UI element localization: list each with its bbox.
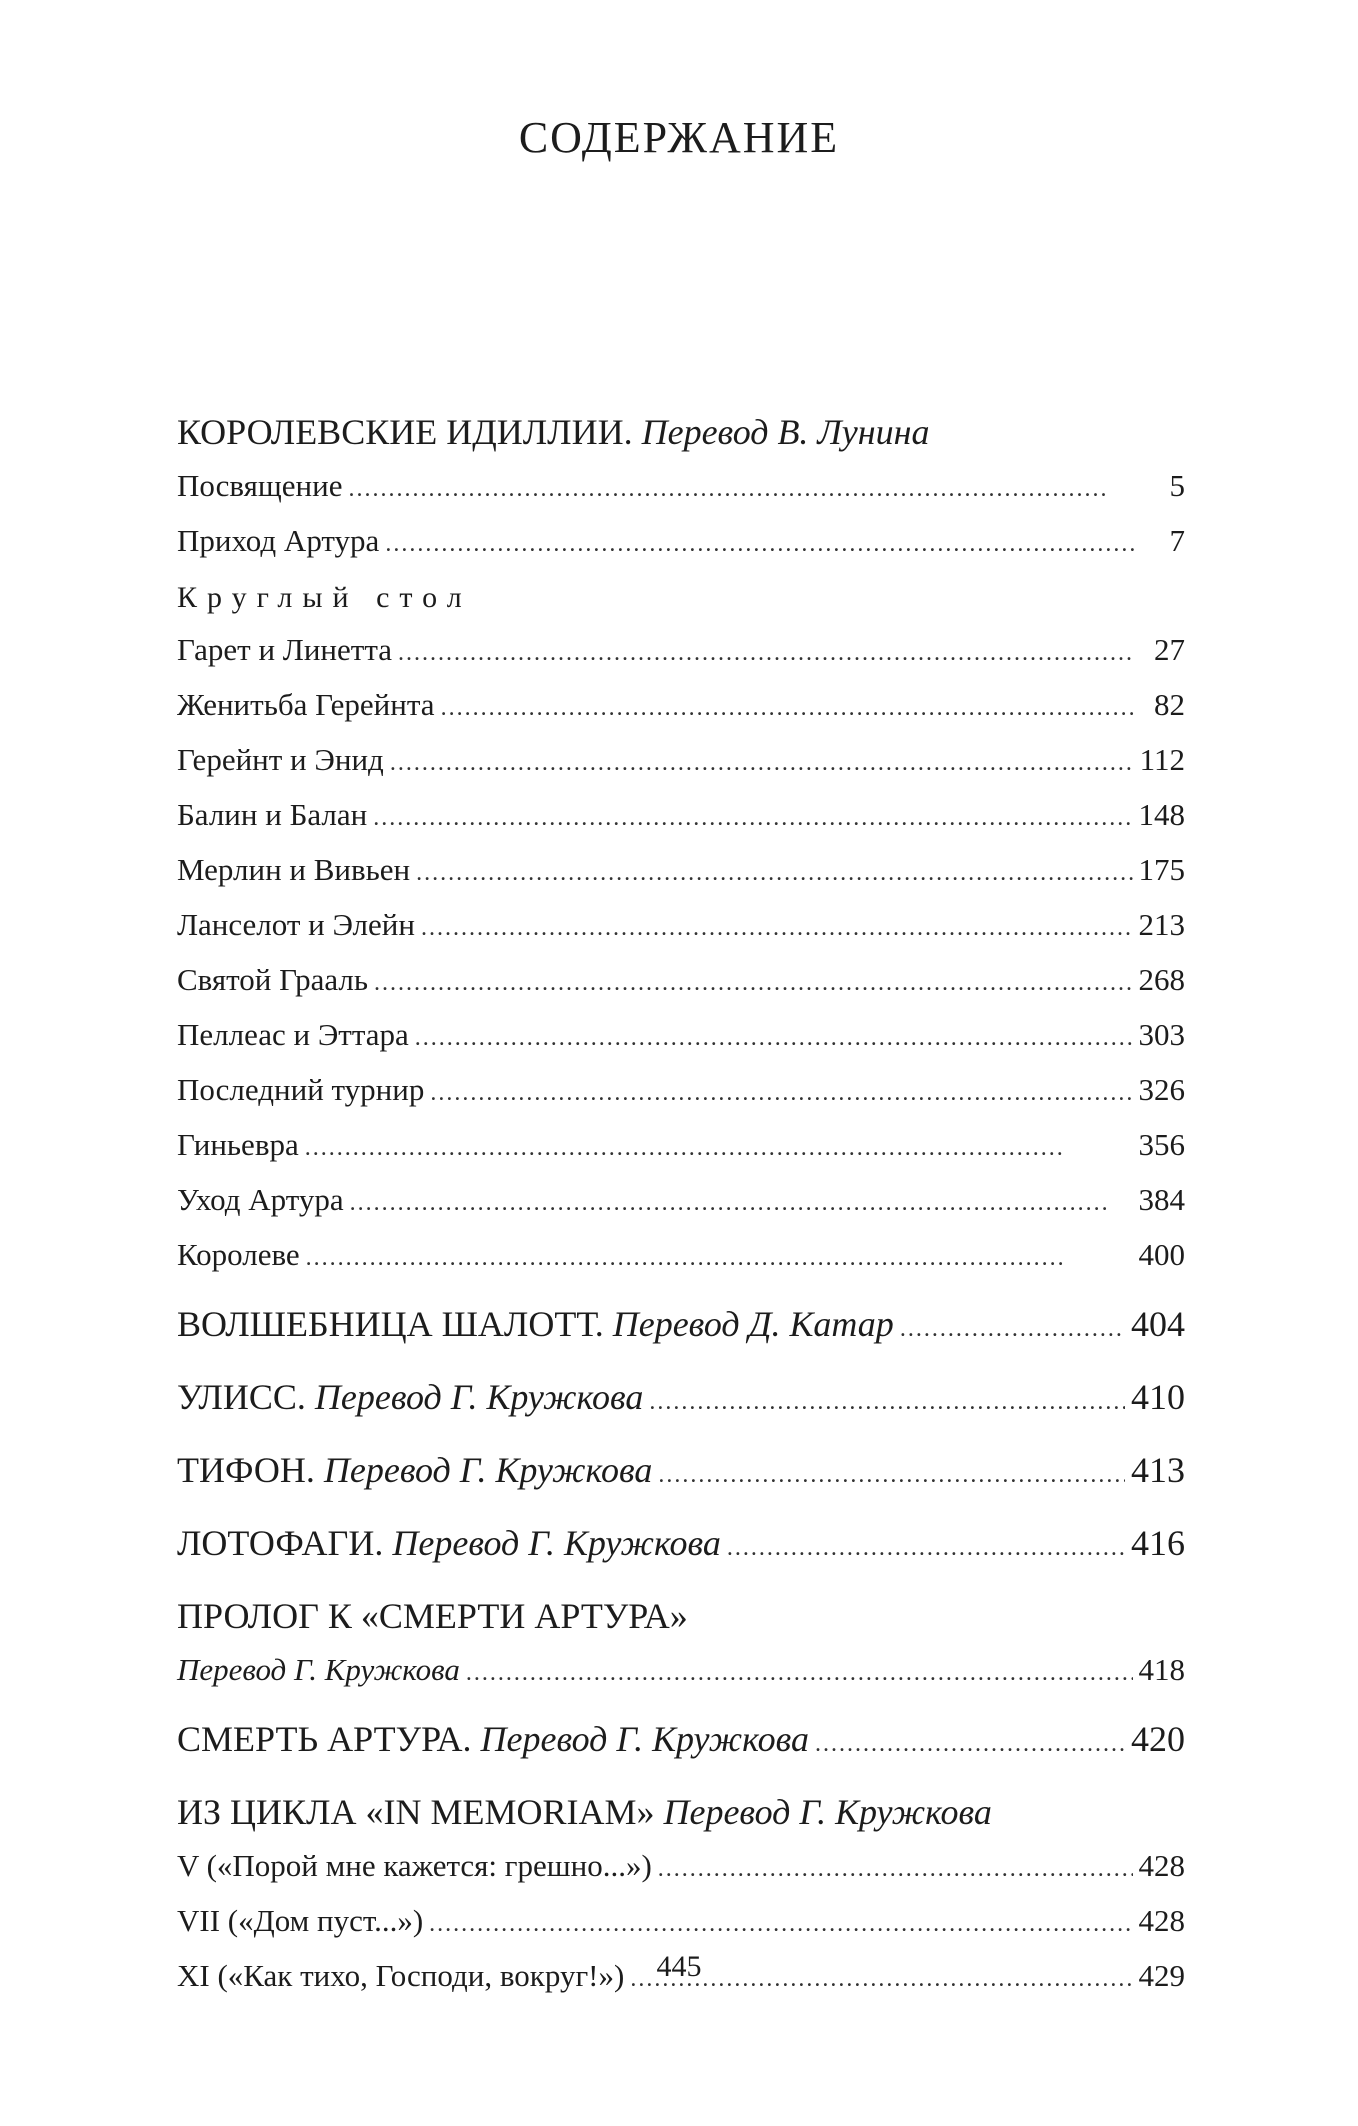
dot-leader [305,1123,1133,1174]
dot-leader [815,1716,1125,1772]
toc-entry[interactable] [177,1895,1185,1950]
translator-credit: Перевод Г. Кружкова [177,1652,460,1687]
page-number: 303 [1138,1017,1185,1052]
page-number-footer: 445 [656,1950,702,1983]
translator-credit: Перевод В. Лунина [641,412,930,452]
dot-leader [900,1301,1125,1357]
page-number: 7 [1169,523,1185,558]
page-number: 27 [1154,632,1185,667]
entry-title: Гарет и Линетта [177,632,393,667]
section-heading-in-memoriam [177,1784,1185,1840]
toc-entry[interactable] [177,1229,1185,1284]
dot-leader [398,628,1135,679]
toc-section-morte-darthur[interactable] [177,1711,1185,1772]
page-number: 384 [1138,1182,1185,1217]
toc-entry[interactable] [177,1064,1185,1119]
entry-title: Посвящение [177,468,343,503]
toc-section-tithonus[interactable] [177,1442,1185,1503]
entry-title: V («Порой мне кажется: грешно...») [177,1848,652,1883]
dot-leader [649,1374,1125,1430]
page-number: 400 [1138,1237,1185,1272]
toc-entry[interactable] [177,1840,1185,1895]
section-title: ТИФОН. [177,1450,315,1490]
toc-section-prologue[interactable] [177,1588,1185,1644]
page-number: 418 [1138,1652,1185,1687]
dot-leader [348,464,1135,515]
entry-title: Герейнт и Энид [177,742,384,777]
toc-section-shalott[interactable] [177,1296,1185,1357]
translator-credit: Перевод Г. Кружкова [314,1377,644,1417]
page-number: 326 [1138,1072,1185,1107]
entry-title: Святой Грааль [177,962,369,997]
toc-section-ulysses[interactable] [177,1369,1185,1430]
toc-section-lotos-eaters[interactable] [177,1515,1185,1576]
dot-leader [466,1648,1133,1699]
translator-credit: Перевод Г. Кружкова [392,1523,721,1563]
section-title: УЛИСС. [177,1377,306,1417]
page-number: 148 [1138,797,1185,832]
dot-leader [306,1233,1133,1284]
entry-title: XI («Как тихо, Господи, вокруг!») [177,1958,625,1993]
section-title: ВОЛШЕБНИЦА ШАЛОТТ. [177,1304,604,1344]
dot-leader [416,848,1132,899]
entry-title: Королеве [177,1237,300,1272]
entry-title: Приход Артура [177,523,380,558]
table-of-contents [177,404,1185,2005]
page-number: 429 [1138,1958,1185,1993]
page-number: 112 [1139,742,1185,777]
entry-title: Женитьба Герейнта [177,687,435,722]
page-number: 410 [1131,1377,1185,1417]
translator-credit: Перевод Г. Кружкова [663,1792,992,1832]
entry-title: Пеллеас и Эттара [177,1017,409,1052]
toc-entry[interactable] [177,1119,1185,1174]
toc-entry[interactable] [177,460,1185,515]
page-number: 413 [1131,1450,1185,1490]
page-number: 268 [1138,962,1185,997]
entry-title: Балин и Балан [177,797,368,832]
translator-credit: Перевод Д. Катар [612,1304,894,1344]
toc-entry[interactable] [177,679,1185,734]
page-number: 175 [1138,852,1185,887]
section-title: ИЗ ЦИКЛА «IN MEMORIAM» [177,1792,655,1832]
page-number: 404 [1131,1304,1185,1344]
dot-leader [421,903,1133,954]
toc-entry[interactable] [177,515,1185,570]
section-title: СМЕРТЬ АРТУРА. [177,1719,472,1759]
toc-entry[interactable] [177,1009,1185,1064]
toc-entry[interactable] [177,954,1185,1009]
dot-leader [415,1013,1133,1064]
section-heading-idylls [177,404,1185,460]
page-number: 420 [1131,1719,1185,1759]
page-number: 213 [1138,907,1185,942]
page-number: 428 [1138,1848,1185,1883]
section-title: КОРОЛЕВСКИЕ ИДИЛЛИИ. [177,412,633,452]
dot-leader [350,1178,1133,1229]
subgroup-heading-round-table: Круглый стол [177,581,472,614]
page-number: 416 [1131,1523,1185,1563]
toc-entry[interactable] [177,624,1185,679]
dot-leader [658,1844,1133,1895]
dot-leader [374,958,1132,1009]
page-title: СОДЕРЖАНИЕ [518,113,840,162]
toc-entry[interactable] [177,844,1185,899]
toc-entry[interactable] [177,1644,1185,1699]
page-number: 82 [1154,687,1185,722]
entry-title: VII («Дом пуст...») [177,1903,424,1938]
page-number: 428 [1138,1903,1185,1938]
dot-leader [430,1068,1132,1119]
dot-leader [441,683,1135,734]
section-title: ЛОТОФАГИ. [177,1523,384,1563]
translator-credit: Перевод Г. Кружкова [323,1450,653,1490]
section-title: ПРОЛОГ К «СМЕРТИ АРТУРА» [177,1596,688,1636]
toc-entry[interactable] [177,734,1185,789]
dot-leader [429,1899,1132,1950]
toc-entry[interactable] [177,899,1185,954]
dot-leader [658,1447,1125,1503]
entry-title: Последний турнир [177,1072,425,1107]
toc-entry[interactable] [177,1174,1185,1229]
toc-entry[interactable] [177,789,1185,844]
dot-leader [373,793,1132,844]
entry-title: Ланселот и Элейн [177,907,415,942]
translator-credit: Перевод Г. Кружкова [480,1719,809,1759]
page-number: 356 [1138,1127,1185,1162]
dot-leader [385,519,1135,570]
entry-title: Мерлин и Вивьен [177,852,411,887]
entry-title: Уход Артура [177,1182,344,1217]
dot-leader [727,1520,1125,1576]
entry-title: Гиньевра [177,1127,299,1162]
dot-leader [390,738,1134,789]
page-number: 5 [1169,468,1185,503]
